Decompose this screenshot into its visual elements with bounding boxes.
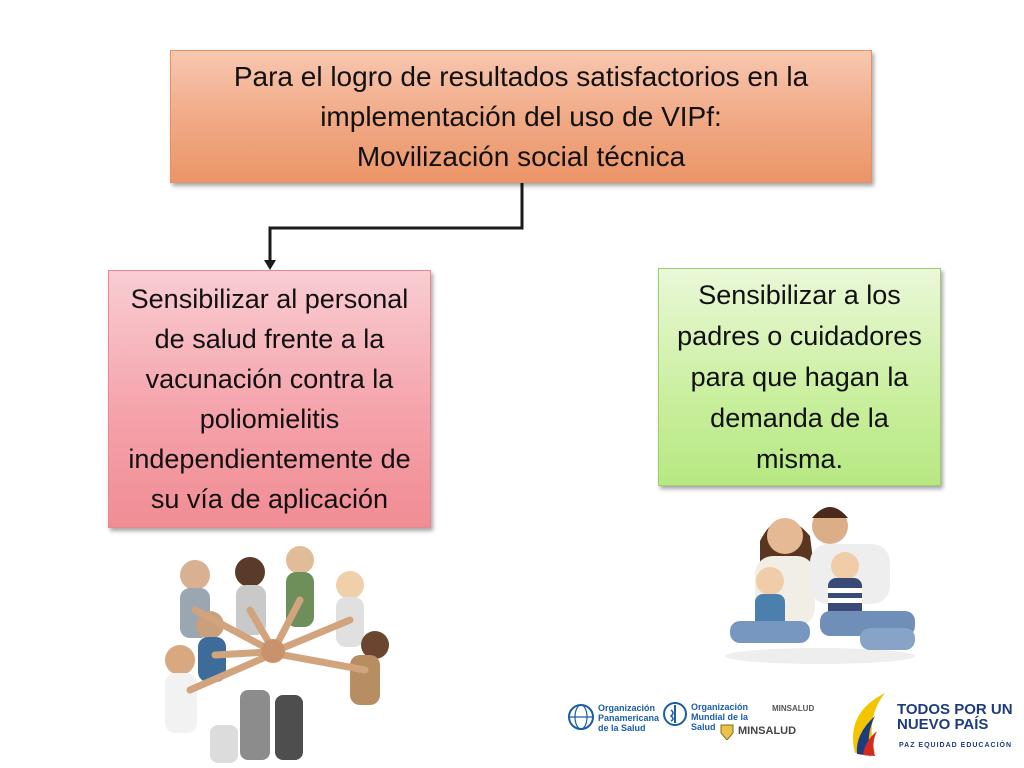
minsalud-logo <box>720 724 840 744</box>
todos-label: TODOS POR UN NUEVO PAÍS <box>897 701 1013 733</box>
colombia-shield-icon <box>720 724 734 740</box>
ops-label: Organización Panamericana de la Salud <box>598 703 660 733</box>
top-box <box>170 50 872 183</box>
minsalud-small-logo <box>772 704 832 718</box>
left-box-text: Sensibilizar al personal de salud frente a la vacunación contra la poliomielitis independientemente de su vía de aplicación <box>128 284 411 514</box>
oms-label: Organización Mundial de la Salud <box>691 702 749 732</box>
todos-slogan: PAZ EQUIDAD EDUCACIÓN <box>899 742 1013 749</box>
logos-bar <box>560 680 1020 765</box>
ops-logo <box>568 698 663 738</box>
family-photo <box>720 496 920 666</box>
minsalud-label: MINSALUD <box>738 725 797 737</box>
minsalud-small-label: MINSALUD <box>772 704 815 713</box>
right-box-text: Sensibilizar a los padres o cuidadores para que hagan la demanda de la misma. <box>677 279 922 474</box>
colombia-flag-swoosh-icon <box>845 688 895 758</box>
who-emblem-icon <box>663 702 687 726</box>
right-box <box>658 268 941 486</box>
top-box-text: Para el logro de resultados satisfactorios en la implementación del uso de VIPf: Movilización social técnica <box>233 60 809 172</box>
ops-emblem-icon <box>568 704 594 730</box>
todos-por-un-nuevo-pais-logo <box>845 682 1020 762</box>
left-box <box>108 270 431 528</box>
people-group-photo <box>150 530 400 765</box>
